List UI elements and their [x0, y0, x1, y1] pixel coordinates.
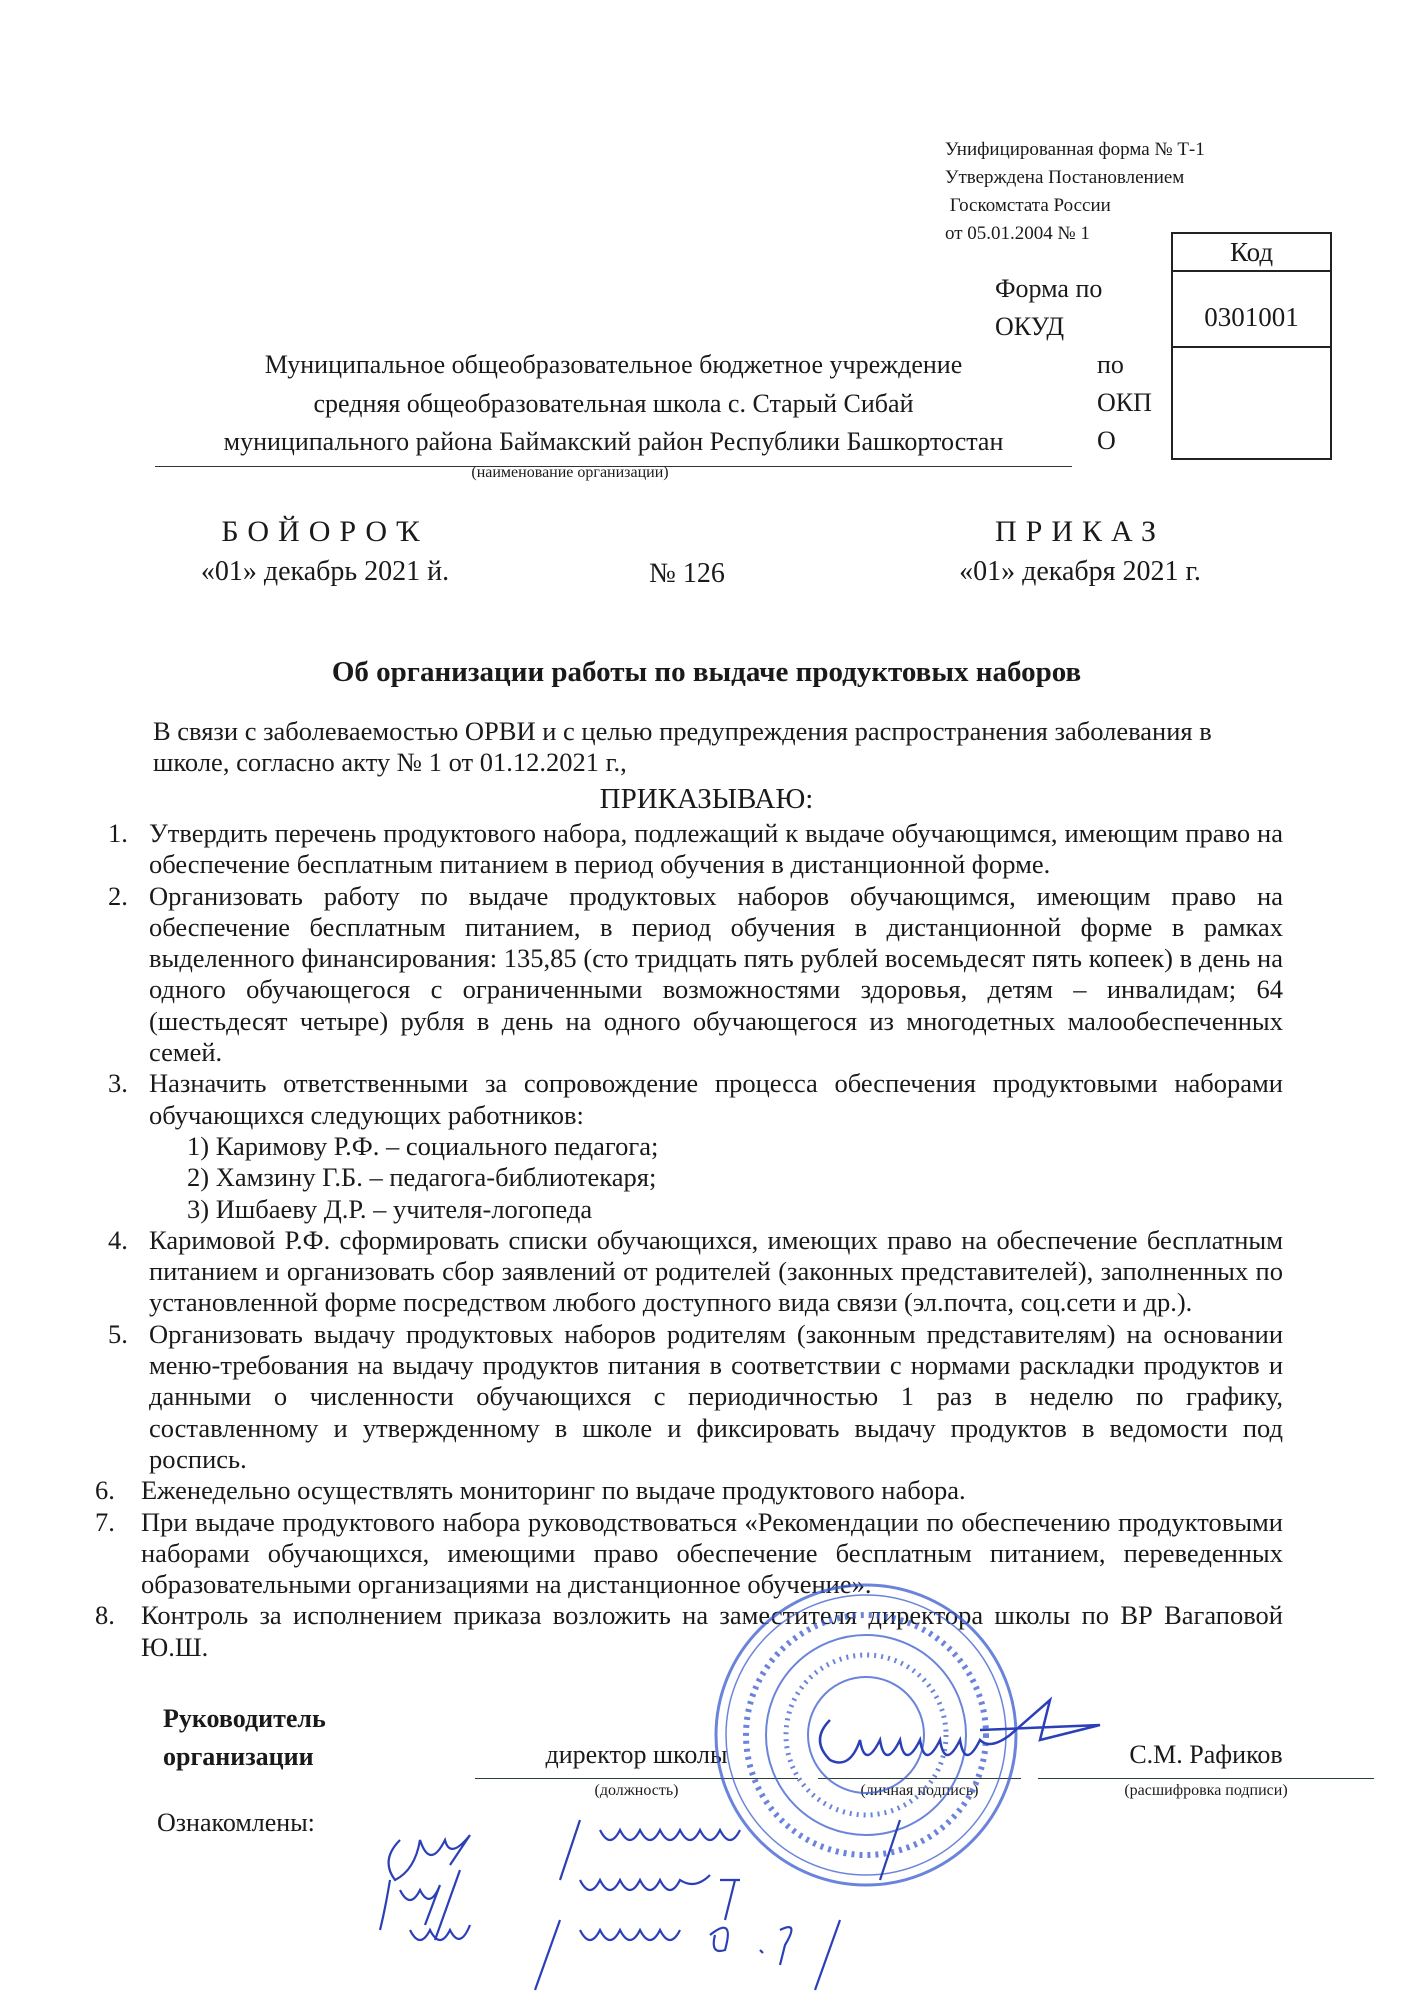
item-text: Организовать работу по выдаче продуктовых наборов обучающимся, имеющим право на обеспечение бесплатным питанием, в период обучения в дистанционной форме в рамках выделенного финансирования: 135,85 (сто тридцать пять рублей восемьдесят пять копеек) в день на одного обучающегося с ограниченными возможностями здоровья, детям – инвалидам; 64 (шестьдесят четыре) рубля в день на одного обучающегося из многодетных малообеспеченных семей.: [149, 880, 1283, 1068]
item-number: 5.: [108, 1318, 128, 1349]
item-text: Еженедельно осуществлять мониторинг по выдаче продуктового набора.: [141, 1475, 966, 1506]
item-text: Назначить ответственными за сопровождение процесса обеспечения продуктовыми наборами обучающихся следующих работников:: [149, 1068, 1283, 1130]
responsible-person: 3) Ишбаеву Д.Р. – учителя-логопеда: [187, 1193, 593, 1224]
order-number: № 126: [649, 558, 725, 589]
signatory-position: директор школы: [545, 1740, 728, 1769]
organization-caption: (наименование организации): [471, 464, 669, 481]
po-label: по: [1097, 350, 1124, 379]
russian-date: «01» декабря 2021 г.: [959, 556, 1201, 587]
name-line: [1038, 1778, 1374, 1779]
role-line: организации: [163, 1742, 314, 1771]
order-item: [95, 1600, 1283, 1663]
org-line: Муниципальное общеобразовательное бюджетное учреждение: [264, 350, 963, 379]
bashkir-order-title: БОЙОРОҠ: [221, 515, 429, 548]
item-number: 4.: [108, 1224, 128, 1255]
order-word: ПРИКАЗЫВАЮ:: [599, 783, 814, 815]
role-line: Руководитель: [163, 1704, 326, 1733]
position-line: [475, 1778, 798, 1779]
okud-code: 0301001: [1173, 272, 1330, 348]
item-text: При выдаче продуктового набора руководствоваться «Рекомендации по обеспечению продуктовыми наборами обучающихся, имеющими право обеспечение бесплатным питанием, переведенных образовательными организациями на дистанционное обучение».: [141, 1506, 1283, 1600]
order-items: [95, 818, 1283, 1663]
order-item: [108, 1224, 1283, 1319]
form-approval-note: [945, 136, 1205, 248]
forma-po-label: Форма по: [995, 274, 1103, 303]
item-number: 7.: [95, 1506, 115, 1537]
position-caption: (должность): [594, 1782, 679, 1799]
form-note-line: Унифицированная форма № Т-1: [945, 139, 1205, 160]
order-item: [95, 1475, 1283, 1506]
item-number: 3.: [108, 1068, 128, 1099]
item-number: 8.: [95, 1600, 115, 1631]
responsible-person: 2) Хамзину Г.Б. – педагога-библиотекаря;: [187, 1162, 657, 1193]
item-text: Контроль за исполнением приказа возложить на заместителя директора школы по ВР Вагаповой Ю.Ш.: [141, 1600, 1283, 1662]
org-line: муниципального района Баймакский район Республики Башкортостан: [223, 427, 1004, 456]
acquaintance-signatures: [380, 1820, 900, 1990]
okud-label: ОКУД: [995, 312, 1065, 341]
bashkir-date: «01» декабрь 2021 й.: [200, 556, 450, 587]
document-title: Об организации работы по выдаче продуктовых наборов: [331, 656, 1082, 688]
signature-line: [818, 1778, 1021, 1779]
item-text: Утвердить перечень продуктового набора, подлежащий к выдаче обучающимся, имеющим право на обеспечение бесплатным питанием в период обучения в дистанционной форме.: [149, 818, 1283, 880]
order-item: [108, 1068, 1283, 1224]
o-label: О: [1097, 426, 1116, 455]
okp-label: ОКП: [1097, 388, 1152, 417]
form-note-line: Госкомстата России: [945, 195, 1111, 216]
item-text: Организовать выдачу продуктовых наборов родителям (законным представителям) на основании меню-требования на выдачу продуктов питания в соответствии с нормами раскладки продуктов и данными о численности обучающихся с периодичностью 1 раз в неделю по графику, составленному и утвержденному в школе и фиксировать выдачу продуктов в ведомости под роспись.: [149, 1318, 1283, 1474]
code-table: [1171, 232, 1332, 460]
order-item: [108, 818, 1283, 881]
order-item: [108, 1318, 1283, 1475]
item-number: 1.: [108, 818, 128, 848]
signature-caption: (личная подпись): [860, 1782, 979, 1799]
org-line: средняя общеобразовательная школа с. Старый Сибай: [313, 388, 914, 418]
signatory-name: С.М. Рафиков: [1129, 1740, 1283, 1769]
form-note-line: Утверждена Постановлением: [945, 167, 1185, 188]
code-header: Код: [1173, 234, 1330, 272]
acquainted-label: Ознакомлены:: [157, 1808, 315, 1837]
item-number: 2.: [108, 880, 128, 911]
order-title: ПРИКАЗ: [995, 515, 1165, 548]
responsible-person: 1) Каримову Р.Ф. – социального педагога;: [187, 1130, 659, 1161]
name-caption: (расшифровка подписи): [1124, 1782, 1288, 1799]
order-item: [95, 1506, 1283, 1601]
item-text: Каримовой Р.Ф. сформировать списки обучающихся, имеющих право на обеспечение бесплатным питанием и организовать сбор заявлений от родителей (законных представителей), заполненных по установленной форме посредством любого доступного вида связи (эл.почта, соц.сети и др.).: [149, 1224, 1283, 1318]
intro-paragraph: В связи с заболеваемостью ОРВИ и с целью предупреждения распространения заболевания в школе, согласно акту № 1 от 01.12.2021 г.,: [153, 716, 1212, 778]
order-item: [108, 880, 1283, 1069]
form-note-line: от 05.01.2004 № 1: [945, 223, 1090, 244]
item-number: 6.: [95, 1475, 115, 1506]
organization-name: [155, 346, 1072, 467]
signatory-role: [163, 1700, 326, 1776]
